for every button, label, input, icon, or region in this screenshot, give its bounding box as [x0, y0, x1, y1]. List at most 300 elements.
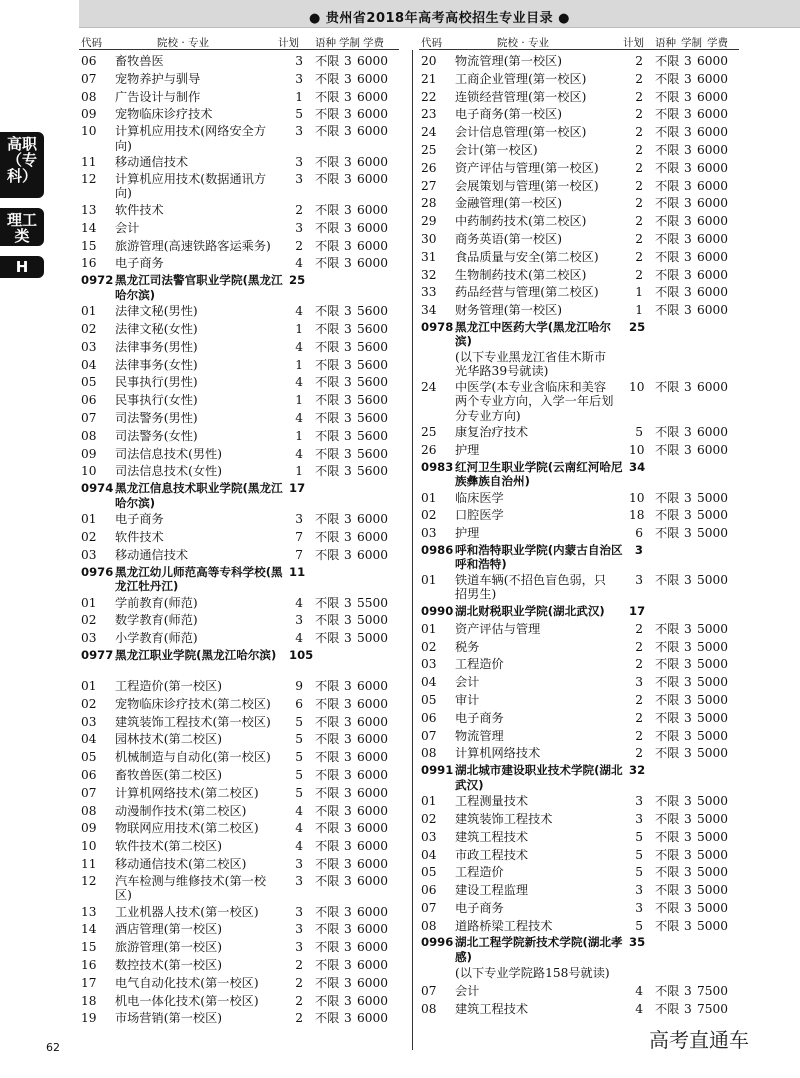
fee-cell: 5500: [357, 595, 389, 610]
major-row: [79, 529, 399, 547]
lang-cell: 不限: [655, 692, 680, 707]
code-cell: 25: [421, 424, 437, 439]
major-row: [419, 639, 739, 657]
code-cell: 11: [81, 155, 97, 170]
fee-cell: 6000: [357, 904, 389, 919]
fee-cell: 6000: [357, 873, 389, 888]
major-row: [79, 678, 399, 696]
lang-cell: 不限: [655, 984, 680, 999]
fee-cell: 5000: [697, 900, 729, 915]
code-cell: 29: [421, 214, 437, 229]
years-cell: 3: [344, 732, 352, 747]
lang-cell: 不限: [315, 839, 340, 854]
school-row: [79, 481, 399, 511]
name-cell: 畜牧兽医(第二校区): [115, 767, 223, 782]
code-cell: 08: [421, 746, 437, 761]
name-cell: 法律事务(女性): [115, 357, 198, 372]
lang-cell: 不限: [655, 883, 680, 898]
plan-cell: 3: [295, 922, 303, 937]
name-cell: 药品经营与管理(第二校区): [455, 285, 599, 300]
years-cell: 3: [344, 873, 352, 888]
years-cell: 3: [344, 750, 352, 765]
years-cell: 3: [684, 379, 692, 394]
name-cell: 资产评估与管理(第一校区): [455, 160, 599, 175]
name-cell: 电子商务: [455, 900, 504, 915]
major-row: [79, 921, 399, 939]
plan-cell: 2: [635, 142, 643, 157]
name-cell: 工商企业管理(第一校区): [455, 71, 587, 86]
lang-cell: 不限: [315, 71, 340, 86]
fee-cell: 6000: [357, 202, 389, 217]
col-plan-header: 计划: [623, 37, 644, 49]
code-cell: 08: [81, 89, 97, 104]
name-cell: 金融管理(第一校区): [455, 196, 563, 211]
fee-cell: 6000: [697, 178, 729, 193]
code-cell: 14: [81, 922, 97, 937]
major-row: [419, 53, 739, 71]
years-cell: 3: [684, 572, 692, 587]
major-row: [79, 1010, 399, 1028]
years-cell: 3: [684, 657, 692, 672]
plan-cell: 3: [295, 124, 303, 139]
col-lang-header: 语种: [315, 37, 336, 49]
fee-cell: 5000: [697, 526, 729, 541]
plan-cell: 3: [635, 883, 643, 898]
lang-cell: 不限: [315, 613, 340, 628]
major-row: [419, 811, 739, 829]
years-cell: 3: [344, 124, 352, 139]
name-cell: 软件技术(第二校区): [115, 839, 223, 854]
plan-cell: 3: [295, 904, 303, 919]
major-row: [419, 674, 739, 692]
major-row: [419, 106, 739, 124]
major-row: [79, 731, 399, 749]
years-cell: 3: [344, 393, 352, 408]
column-divider: [412, 50, 413, 1050]
name-cell: 审计: [455, 692, 480, 707]
major-row: [79, 321, 399, 339]
name-cell: 法律文秘(女性): [115, 321, 198, 336]
fee-cell: 6000: [357, 238, 389, 253]
name-cell: 工程测量技术: [455, 794, 529, 809]
lang-cell: 不限: [655, 231, 680, 246]
major-row: [79, 202, 399, 220]
plan-cell: 105: [289, 647, 314, 662]
fee-cell: 5000: [697, 639, 729, 654]
years-cell: 3: [684, 847, 692, 862]
fee-cell: 6000: [697, 107, 729, 122]
years-cell: 3: [684, 303, 692, 318]
fee-cell: 5000: [697, 572, 729, 587]
years-cell: 3: [344, 464, 352, 479]
code-cell: 03: [421, 829, 437, 844]
name-cell: 工程造价(第一校区): [115, 678, 223, 693]
plan-cell: 4: [295, 446, 303, 461]
years-cell: 3: [684, 442, 692, 457]
years-cell: 3: [344, 958, 352, 973]
plan-cell: 5: [295, 767, 303, 782]
major-row: [419, 1001, 739, 1019]
code-cell: 03: [81, 714, 97, 729]
side-tab-subject: [0, 208, 44, 246]
fee-cell: 6000: [697, 160, 729, 175]
lang-cell: 不限: [655, 847, 680, 862]
years-cell: 3: [344, 339, 352, 354]
code-cell: 08: [421, 1002, 437, 1017]
plan-cell: 2: [635, 71, 643, 86]
name-cell: 建设工程监理: [455, 883, 529, 898]
col-years-header: 学制: [681, 37, 702, 49]
plan-cell: 9: [295, 678, 303, 693]
lang-cell: 不限: [655, 526, 680, 541]
plan-cell: 34: [629, 459, 646, 474]
lang-cell: 不限: [655, 249, 680, 264]
major-row: [419, 490, 739, 508]
years-cell: 3: [344, 767, 352, 782]
plan-cell: 2: [635, 231, 643, 246]
fee-cell: 6000: [357, 529, 389, 544]
years-cell: 3: [684, 984, 692, 999]
years-cell: 3: [344, 785, 352, 800]
major-row: [79, 172, 399, 202]
major-row: [419, 380, 739, 424]
major-row: [419, 507, 739, 525]
plan-cell: 4: [295, 375, 303, 390]
lang-cell: 不限: [315, 821, 340, 836]
lang-cell: 不限: [315, 993, 340, 1008]
code-cell: 02: [81, 321, 97, 336]
name-cell: 计算机应用技术(网络安全方向): [115, 124, 267, 153]
school-row: [419, 543, 739, 573]
major-row: [79, 630, 399, 648]
major-row: [79, 838, 399, 856]
major-row: [419, 793, 739, 811]
lang-cell: 不限: [655, 379, 680, 394]
name-cell: 建筑工程技术: [455, 829, 529, 844]
code-cell: 06: [81, 767, 97, 782]
lang-cell: 不限: [315, 696, 340, 711]
right-column-header: [419, 34, 739, 50]
code-cell: 01: [421, 794, 437, 809]
major-row: [419, 442, 739, 460]
fee-cell: 6000: [357, 678, 389, 693]
years-cell: 3: [344, 54, 352, 68]
major-row: [419, 231, 739, 249]
name-cell: 会计(第一校区): [455, 142, 538, 157]
fee-cell: 6000: [697, 267, 729, 282]
major-row: [419, 89, 739, 107]
plan-cell: 4: [295, 410, 303, 425]
code-cell: 07: [421, 728, 437, 743]
code-cell: 02: [421, 811, 437, 826]
plan-cell: 3: [295, 512, 303, 527]
major-row: [419, 424, 739, 442]
major-row: [79, 767, 399, 785]
name-cell: 电子商务: [115, 512, 164, 527]
lang-cell: 不限: [315, 220, 340, 235]
major-row: [79, 124, 399, 154]
code-cell: 27: [421, 178, 437, 193]
fee-cell: 5000: [697, 728, 729, 743]
name-cell: 旅游管理(第一校区): [115, 940, 223, 955]
major-row: [419, 195, 739, 213]
major-row: [419, 847, 739, 865]
major-row: [419, 350, 739, 380]
name-cell: 黑龙江职业学院(黑龙江哈尔滨): [115, 647, 277, 662]
fee-cell: 6000: [357, 547, 389, 562]
years-cell: 3: [344, 631, 352, 646]
lang-cell: 不限: [315, 339, 340, 354]
plan-cell: 2: [635, 178, 643, 193]
plan-cell: 4: [295, 839, 303, 854]
name-cell: 广告设计与制作: [115, 89, 201, 104]
years-cell: 3: [684, 794, 692, 809]
plan-cell: 3: [635, 900, 643, 915]
name-cell: 司法信息技术(男性): [115, 446, 223, 461]
name-cell: 移动通信技术(第二校区): [115, 856, 247, 871]
code-cell: 22: [421, 89, 437, 104]
major-row: [79, 463, 399, 481]
major-row: [79, 820, 399, 838]
name-cell: 司法警务(女性): [115, 428, 198, 443]
plan-cell: 3: [635, 572, 643, 587]
code-cell: 0976: [81, 564, 114, 579]
plan-cell: 2: [295, 238, 303, 253]
years-cell: 3: [684, 508, 692, 523]
code-cell: 12: [81, 873, 97, 888]
major-row: [79, 595, 399, 613]
fee-cell: 6000: [357, 89, 389, 104]
code-cell: 0972: [81, 273, 114, 288]
years-cell: 3: [344, 107, 352, 122]
fee-cell: 6000: [357, 1011, 389, 1026]
code-cell: 06: [421, 710, 437, 725]
lang-cell: 不限: [655, 811, 680, 826]
col-school-header: 院校 · 专业: [497, 37, 550, 49]
code-cell: 25: [421, 142, 437, 157]
major-row: [419, 573, 739, 603]
fee-cell: 6000: [357, 839, 389, 854]
fee-cell: 6000: [697, 196, 729, 211]
plan-cell: 2: [635, 125, 643, 140]
fee-cell: 6000: [357, 155, 389, 170]
major-row: [419, 284, 739, 302]
page-header-bar: [79, 0, 800, 28]
years-cell: 3: [344, 595, 352, 610]
plan-cell: 5: [295, 107, 303, 122]
years-cell: 3: [684, 865, 692, 880]
major-row: [419, 692, 739, 710]
major-row: [79, 511, 399, 529]
lang-cell: 不限: [315, 803, 340, 818]
plan-cell: 2: [635, 728, 643, 743]
years-cell: 3: [344, 613, 352, 628]
lang-cell: 不限: [315, 547, 340, 562]
name-cell: 会计: [455, 984, 480, 999]
years-cell: 3: [344, 993, 352, 1008]
lang-cell: 不限: [315, 958, 340, 973]
plan-cell: 2: [635, 214, 643, 229]
years-cell: 3: [344, 714, 352, 729]
major-row: [79, 71, 399, 89]
years-cell: 3: [684, 1002, 692, 1017]
name-cell: 建筑装饰工程技术: [455, 811, 553, 826]
years-cell: 3: [344, 428, 352, 443]
plan-cell: 3: [295, 613, 303, 628]
side-tab-category: [0, 132, 44, 198]
years-cell: 3: [684, 811, 692, 826]
plan-cell: 2: [635, 160, 643, 175]
fee-cell: 5600: [357, 393, 389, 408]
fee-cell: 6000: [357, 958, 389, 973]
name-cell: 红河卫生职业学院(云南红河哈尼族彝族自治州): [455, 459, 623, 489]
code-cell: 03: [81, 631, 97, 646]
plan-cell: 2: [635, 249, 643, 264]
plan-cell: 3: [295, 856, 303, 871]
code-cell: 04: [81, 357, 97, 372]
school-row: [419, 935, 739, 965]
plan-cell: 4: [295, 631, 303, 646]
fee-cell: 5000: [697, 508, 729, 523]
code-cell: 07: [421, 900, 437, 915]
lang-cell: 不限: [315, 428, 340, 443]
major-row: [79, 749, 399, 767]
lang-cell: 不限: [315, 155, 340, 170]
major-row: [79, 939, 399, 957]
fee-cell: 5000: [697, 621, 729, 636]
years-cell: 3: [344, 904, 352, 919]
name-cell: 黑龙江中医药大学(黑龙江哈尔滨): [455, 319, 612, 349]
lang-cell: 不限: [655, 71, 680, 86]
name-cell: 工业机器人技术(第一校区): [115, 904, 259, 919]
lang-cell: 不限: [315, 631, 340, 646]
plan-cell: 2: [295, 993, 303, 1008]
plan-cell: 3: [295, 873, 303, 888]
years-cell: 3: [344, 256, 352, 271]
name-cell: 软件技术: [115, 202, 164, 217]
major-row: [419, 142, 739, 160]
code-cell: 07: [421, 984, 437, 999]
name-cell: 口腔医学: [455, 508, 504, 523]
fee-cell: 5000: [697, 811, 729, 826]
lang-cell: 不限: [655, 89, 680, 104]
code-cell: 03: [81, 547, 97, 562]
major-row: [79, 446, 399, 464]
fee-cell: 6000: [697, 442, 729, 457]
lang-cell: 不限: [315, 904, 340, 919]
name-cell: 计算机网络技术(第二校区): [115, 785, 259, 800]
name-cell: 市政工程技术: [455, 847, 529, 862]
code-cell: 03: [81, 339, 97, 354]
major-row: [79, 874, 399, 904]
major-row: [79, 714, 399, 732]
lang-cell: 不限: [315, 750, 340, 765]
plan-cell: 3: [635, 811, 643, 826]
code-cell: 01: [81, 512, 97, 527]
fee-cell: 5000: [697, 657, 729, 672]
major-row: [79, 428, 399, 446]
code-cell: 16: [81, 958, 97, 973]
code-cell: 15: [81, 940, 97, 955]
code-cell: 26: [421, 160, 437, 175]
name-cell: 民事执行(女性): [115, 393, 198, 408]
name-cell: 建筑装饰工程技术(第一校区): [115, 714, 271, 729]
col-fee-header: 学费: [707, 37, 728, 49]
fee-cell: 6000: [357, 54, 389, 68]
code-cell: 01: [81, 595, 97, 610]
major-row: [79, 957, 399, 975]
fee-cell: 5000: [697, 865, 729, 880]
school-row: [419, 763, 739, 793]
name-cell: 电子商务(第一校区): [455, 107, 563, 122]
lang-cell: 不限: [655, 442, 680, 457]
lang-cell: 不限: [655, 196, 680, 211]
plan-cell: 2: [635, 657, 643, 672]
code-cell: 0991: [421, 763, 454, 778]
plan-cell: 2: [635, 267, 643, 282]
plan-cell: 3: [295, 171, 303, 186]
col-years-header: 学制: [339, 37, 360, 49]
plan-cell: 5: [635, 424, 643, 439]
years-cell: 3: [344, 357, 352, 372]
code-cell: 30: [421, 231, 437, 246]
years-cell: 3: [344, 89, 352, 104]
fee-cell: 5000: [697, 883, 729, 898]
code-cell: 01: [81, 304, 97, 319]
fee-cell: 6000: [357, 107, 389, 122]
code-cell: 28: [421, 196, 437, 211]
col-code-header: 代码: [81, 37, 102, 49]
major-row: [419, 124, 739, 142]
code-cell: 17: [81, 975, 97, 990]
plan-cell: 2: [635, 196, 643, 211]
plan-cell: 2: [635, 639, 643, 654]
plan-cell: 5: [635, 918, 643, 933]
years-cell: 3: [344, 529, 352, 544]
lang-cell: 不限: [315, 238, 340, 253]
col-plan-header: 计划: [278, 37, 299, 49]
major-row: [419, 728, 739, 746]
right-rows: [419, 53, 739, 1019]
lang-cell: 不限: [655, 160, 680, 175]
side-tab-letter-label: H: [15, 258, 29, 276]
years-cell: 3: [684, 829, 692, 844]
plan-cell: 17: [289, 481, 306, 496]
code-cell: 33: [421, 285, 437, 300]
plan-cell: 6: [635, 526, 643, 541]
plan-cell: 3: [295, 155, 303, 170]
plan-cell: 32: [629, 763, 646, 778]
name-cell: 软件技术: [115, 529, 164, 544]
code-cell: 07: [81, 71, 97, 86]
name-cell: 临床医学: [455, 490, 504, 505]
years-cell: 3: [684, 424, 692, 439]
code-cell: 0986: [421, 542, 454, 557]
years-cell: 3: [344, 202, 352, 217]
lang-cell: 不限: [315, 393, 340, 408]
code-cell: 06: [81, 393, 97, 408]
major-row: [419, 267, 739, 285]
major-row: [419, 525, 739, 543]
plan-cell: 10: [629, 379, 645, 394]
fee-cell: 6000: [697, 54, 729, 68]
name-cell: 会展策划与管理(第一校区): [455, 178, 599, 193]
fee-cell: 6000: [697, 125, 729, 140]
plan-cell: 10: [629, 442, 645, 457]
name-cell: 会计: [115, 220, 140, 235]
plan-cell: 35: [629, 935, 646, 950]
code-cell: 01: [421, 572, 437, 587]
